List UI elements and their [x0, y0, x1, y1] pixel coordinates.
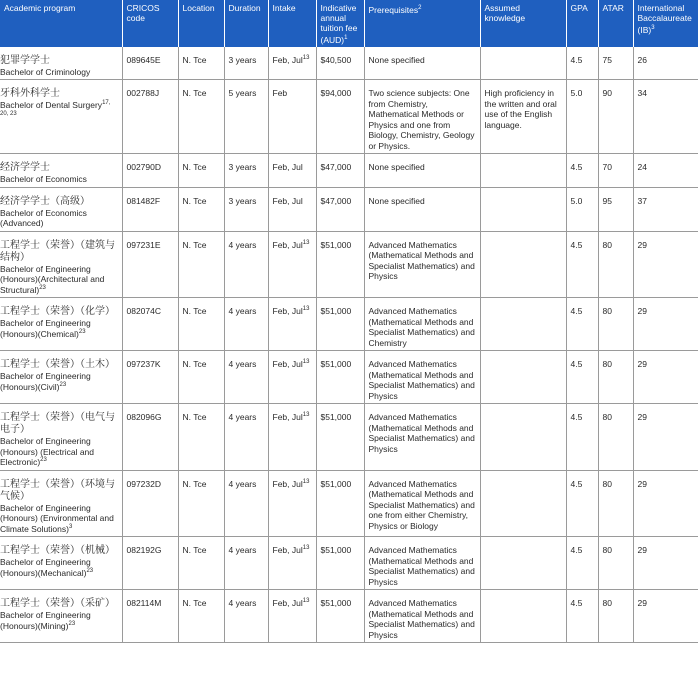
fee-cell: $51,000: [316, 404, 364, 471]
prereq-cell: None specified: [364, 154, 480, 188]
assumed-cell: [480, 47, 566, 80]
assumed-cell: [480, 351, 566, 404]
table-row: [0, 187, 698, 231]
ib-cell: 34: [633, 80, 698, 154]
table-row: [0, 537, 698, 590]
header-assumed: Assumed knowledge: [480, 0, 566, 47]
program-name-en: Bachelor of Economics (Advanced): [0, 207, 87, 229]
prereq-cell: Advanced Mathematics (Mathematical Methods and Specialist Mathematics) and Physics: [364, 404, 480, 471]
intake-cell: Feb, Jul$^{13}$: [268, 298, 316, 351]
table-row: [0, 231, 698, 298]
prereq-cell: Advanced Mathematics (Mathematical Methods and Specialist Mathematics) and Physics: [364, 351, 480, 404]
gpa-cell: 4.5: [566, 47, 598, 80]
cricos-cell: 082074C: [122, 298, 178, 351]
fee-cell: $47,000: [316, 154, 364, 188]
gpa-cell: 5.0: [566, 187, 598, 231]
cricos-cell: 082192G: [122, 537, 178, 590]
intake-cell: Feb, Jul: [268, 187, 316, 231]
location-cell: N. Tce: [178, 590, 224, 643]
fee-cell: $51,000: [316, 298, 364, 351]
cricos-cell: 089645E: [122, 47, 178, 80]
duration-cell: 4 years: [224, 298, 268, 351]
assumed-cell: [480, 298, 566, 351]
atar-cell: 80: [598, 590, 633, 643]
assumed-cell: High proficiency in the written and oral use of the English language.: [480, 80, 566, 154]
ib-cell: 29: [633, 590, 698, 643]
header-fee: Indicative annual tuition fee (AUD)$^1$: [316, 0, 364, 47]
gpa-cell: 4.5: [566, 351, 598, 404]
location-cell: N. Tce: [178, 404, 224, 471]
program-name-zh: 犯罪学学士: [0, 54, 50, 66]
location-cell: N. Tce: [178, 537, 224, 590]
location-cell: N. Tce: [178, 47, 224, 80]
duration-cell: 3 years: [224, 154, 268, 188]
program-cell: [0, 187, 122, 231]
header-program: Academic program: [0, 0, 122, 47]
table-row: [0, 351, 698, 404]
prereq-cell: None specified: [364, 47, 480, 80]
program-name-en: Bachelor of Engineering (Honours)(Architectural and Structural)$^{23}$: [0, 263, 105, 295]
prereq-cell: Advanced Mathematics (Mathematical Methods and Specialist Mathematics) and Physics: [364, 231, 480, 298]
prereq-cell: Advanced Mathematics (Mathematical Methods and Specialist Mathematics) and Physics: [364, 537, 480, 590]
prereq-cell: Advanced Mathematics (Mathematical Methods and Specialist Mathematics) and one from either Chemistry, Physics or Biology: [364, 470, 480, 537]
fee-cell: $47,000: [316, 187, 364, 231]
duration-cell: 4 years: [224, 537, 268, 590]
gpa-cell: 4.5: [566, 298, 598, 351]
program-name-en: Bachelor of Engineering (Honours)(Mining)$^{23}$: [0, 610, 91, 631]
location-cell: N. Tce: [178, 80, 224, 154]
atar-cell: 80: [598, 231, 633, 298]
program-cell: [0, 404, 122, 471]
ib-cell: 29: [633, 404, 698, 471]
assumed-cell: [480, 537, 566, 590]
location-cell: N. Tce: [178, 231, 224, 298]
header-location: Location: [178, 0, 224, 47]
program-name-zh: 经济学学士（高级）: [0, 195, 90, 207]
intake-cell: Feb, Jul: [268, 154, 316, 188]
table-row: [0, 298, 698, 351]
location-cell: N. Tce: [178, 470, 224, 537]
fee-cell: $40,500: [316, 47, 364, 80]
assumed-cell: [480, 470, 566, 537]
program-name-zh: 牙科外科学士: [0, 88, 60, 100]
ib-cell: 29: [633, 351, 698, 404]
program-name-en: Bachelor of Economics: [0, 174, 87, 185]
table-row: [0, 470, 698, 537]
duration-cell: 3 years: [224, 47, 268, 80]
cricos-cell: 002788J: [122, 80, 178, 154]
program-name-en: Bachelor of Engineering (Honours)(Chemical)$^{23}$: [0, 318, 91, 339]
table-row: [0, 404, 698, 471]
program-name-zh: 工程学士（荣誉）（建筑与结构）: [0, 239, 115, 263]
intake-cell: Feb, Jul$^{13}$: [268, 351, 316, 404]
program-cell: [0, 470, 122, 537]
intake-cell: Feb, Jul$^{13}$: [268, 470, 316, 537]
cricos-cell: 082096G: [122, 404, 178, 471]
atar-cell: 95: [598, 187, 633, 231]
duration-cell: 4 years: [224, 231, 268, 298]
program-name-en: Bachelor of Engineering (Honours)(Civil)$^{23}$: [0, 371, 91, 392]
prereq-cell: Advanced Mathematics (Mathematical Methods and Specialist Mathematics) and Chemistry: [364, 298, 480, 351]
gpa-cell: 4.5: [566, 404, 598, 471]
prereq-cell: Two science subjects: One from Chemistry, Mathematical Methods or Physics and one from Biology, Chemistry, Geology or Physics.: [364, 80, 480, 154]
table-row: [0, 47, 698, 80]
program-cell: [0, 154, 122, 188]
gpa-cell: 4.5: [566, 154, 598, 188]
program-cell: [0, 80, 122, 154]
gpa-cell: 4.5: [566, 470, 598, 537]
ib-cell: 29: [633, 470, 698, 537]
atar-cell: 80: [598, 470, 633, 537]
prereq-cell: Advanced Mathematics (Mathematical Methods and Specialist Mathematics) and Physics: [364, 590, 480, 643]
fee-cell: $51,000: [316, 590, 364, 643]
program-cell: [0, 47, 122, 80]
program-cell: [0, 231, 122, 298]
atar-cell: 80: [598, 351, 633, 404]
atar-cell: 80: [598, 298, 633, 351]
fee-cell: $51,000: [316, 537, 364, 590]
header-cricos: CRICOS code: [122, 0, 178, 47]
ib-cell: 29: [633, 537, 698, 590]
program-cell: [0, 351, 122, 404]
atar-cell: 75: [598, 47, 633, 80]
program-name-en: Bachelor of Engineering (Honours) (Electrical and Electronic)$^{23}$: [0, 436, 95, 468]
program-name-zh: 工程学士（荣誉）（电气与电子）: [0, 412, 115, 436]
cricos-cell: 081482F: [122, 187, 178, 231]
ib-cell: 37: [633, 187, 698, 231]
header-gpa: GPA: [566, 0, 598, 47]
duration-cell: 3 years: [224, 187, 268, 231]
program-name-zh: 工程学士（荣誉）（土木）: [0, 359, 115, 371]
intake-cell: Feb, Jul$^{13}$: [268, 47, 316, 80]
program-name-en: Bachelor of Criminology: [0, 66, 91, 77]
header-ib: International Baccalaureate (IB)$^3$: [633, 0, 698, 47]
assumed-cell: [480, 187, 566, 231]
location-cell: N. Tce: [178, 187, 224, 231]
atar-cell: 90: [598, 80, 633, 154]
location-cell: N. Tce: [178, 351, 224, 404]
assumed-cell: [480, 404, 566, 471]
fee-cell: $51,000: [316, 351, 364, 404]
program-name-en: Bachelor of Engineering (Honours) (Environmental and Climate Solutions)$^3$: [0, 502, 114, 534]
program-name-zh: 工程学士（荣誉）（环境与气候）: [0, 478, 115, 502]
fee-cell: $94,000: [316, 80, 364, 154]
atar-cell: 80: [598, 404, 633, 471]
cricos-cell: 002790D: [122, 154, 178, 188]
program-name-zh: 经济学学士: [0, 162, 50, 174]
ib-cell: 29: [633, 298, 698, 351]
intake-cell: Feb, Jul$^{13}$: [268, 590, 316, 643]
header-atar: ATAR: [598, 0, 633, 47]
location-cell: N. Tce: [178, 154, 224, 188]
assumed-cell: [480, 590, 566, 643]
duration-cell: 4 years: [224, 404, 268, 471]
duration-cell: 4 years: [224, 351, 268, 404]
program-name-zh: 工程学士（荣誉）（化学）: [0, 306, 115, 318]
intake-cell: Feb: [268, 80, 316, 154]
intake-cell: Feb, Jul$^{13}$: [268, 231, 316, 298]
cricos-cell: 097237K: [122, 351, 178, 404]
assumed-cell: [480, 231, 566, 298]
cricos-cell: 097231E: [122, 231, 178, 298]
location-cell: N. Tce: [178, 298, 224, 351]
duration-cell: 4 years: [224, 590, 268, 643]
atar-cell: 70: [598, 154, 633, 188]
assumed-cell: [480, 154, 566, 188]
ib-cell: 29: [633, 231, 698, 298]
program-name-en: Bachelor of Engineering (Honours)(Mechanical)$^{23}$: [0, 557, 94, 578]
gpa-cell: 4.5: [566, 537, 598, 590]
intake-cell: Feb, Jul$^{13}$: [268, 537, 316, 590]
ib-cell: 26: [633, 47, 698, 80]
header-row: [0, 0, 698, 47]
ib-cell: 24: [633, 154, 698, 188]
table-row: [0, 154, 698, 188]
header-duration: Duration: [224, 0, 268, 47]
gpa-cell: 4.5: [566, 231, 598, 298]
header-intake: Intake: [268, 0, 316, 47]
cricos-cell: 082114M: [122, 590, 178, 643]
gpa-cell: 4.5: [566, 590, 598, 643]
prereq-cell: None specified: [364, 187, 480, 231]
program-cell: [0, 537, 122, 590]
fee-cell: $51,000: [316, 231, 364, 298]
header-prereq: Prerequisites$^2$: [364, 0, 480, 47]
table-row: [0, 590, 698, 643]
gpa-cell: 5.0: [566, 80, 598, 154]
program-cell: [0, 298, 122, 351]
cricos-cell: 097232D: [122, 470, 178, 537]
program-name-zh: 工程学士（荣誉）（机械）: [0, 545, 115, 557]
duration-cell: 5 years: [224, 80, 268, 154]
program-name-zh: 工程学士（荣誉）（采矿）: [0, 598, 115, 610]
program-cell: [0, 590, 122, 643]
intake-cell: Feb, Jul$^{13}$: [268, 404, 316, 471]
duration-cell: 4 years: [224, 470, 268, 537]
program-name-en: Bachelor of Dental Surgery$^{17, 20, 23}$: [0, 100, 111, 117]
fee-cell: $51,000: [316, 470, 364, 537]
atar-cell: 80: [598, 537, 633, 590]
table-row: [0, 80, 698, 154]
